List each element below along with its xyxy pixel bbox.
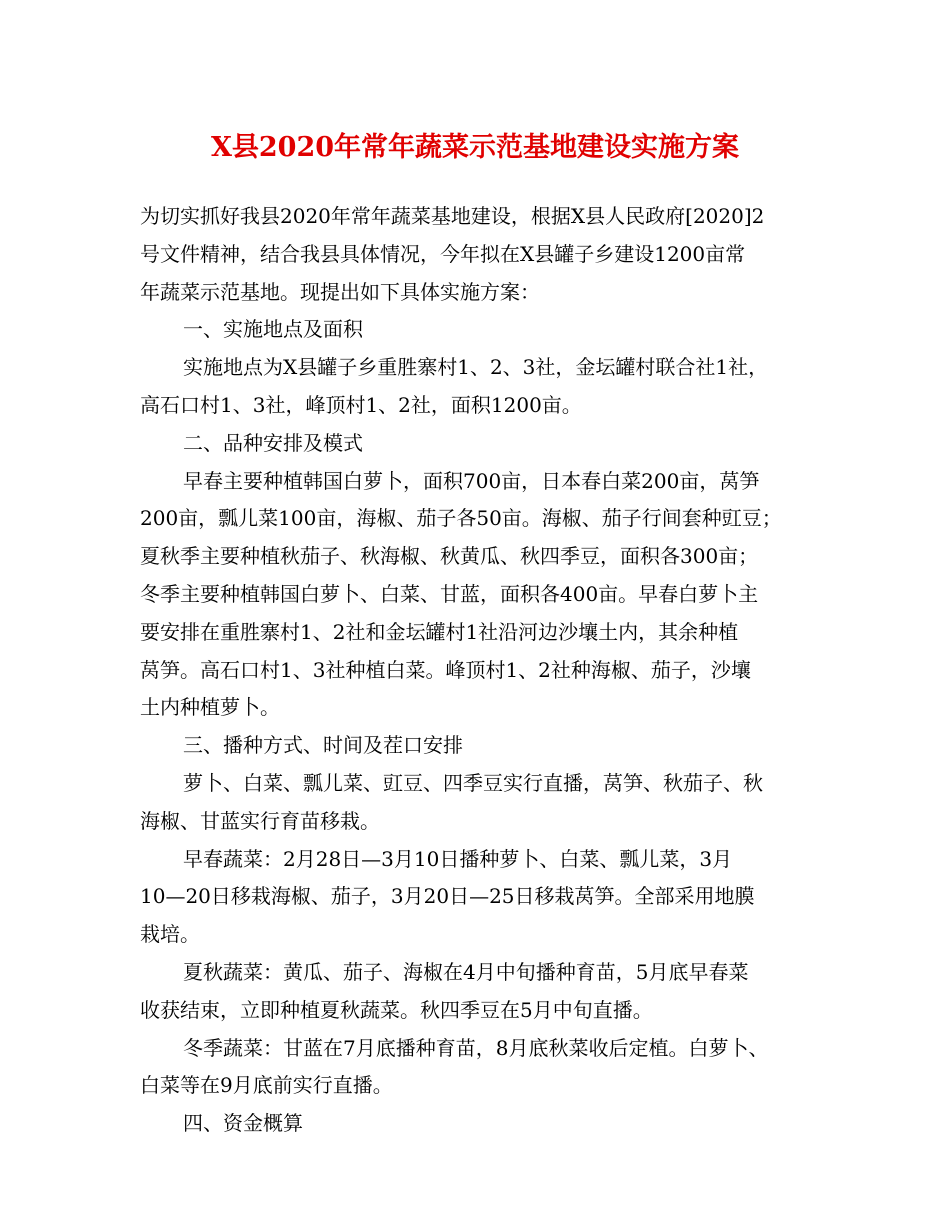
text-line: 要安排在重胜寨村1、2社和金坛罐村1社沿河边沙壤土内，其余种植 (140, 619, 739, 644)
text-line: 早春主要种植韩国白萝卜，面积700亩，日本春白菜200亩，莴笋 (183, 468, 760, 493)
text-line: 一、实施地点及面积 (183, 317, 363, 342)
text-line: 四、资金概算 (183, 1111, 303, 1136)
document-title: X县2020年常年蔬菜示范基地建设实施方案 (210, 132, 740, 163)
text-line: 莴笋。高石口村1、3社种植白菜。峰顶村1、2社种海椒、茄子，沙壤 (140, 657, 751, 682)
text-line: 号文件精神，结合我县具体情况，今年拟在X县罐子乡建设1200亩常 (140, 241, 746, 266)
text-line: 10—20日移栽海椒、茄子，3月20日—25日移栽莴笋。全部采用地膜 (140, 884, 755, 909)
text-line: 海椒、甘蓝实行育苗移栽。 (140, 808, 380, 833)
text-line: 实施地点为X县罐子乡重胜寨村1、2、3社，金坛罐村联合社1社， (183, 355, 769, 380)
text-line: 土内种植萝卜。 (140, 695, 280, 720)
text-line: 年蔬菜示范基地。现提出如下具体实施方案： (140, 279, 540, 304)
text-line: 夏秋蔬菜：黄瓜、茄子、海椒在4月中旬播种育苗，5月底早春菜 (183, 959, 749, 984)
text-line: 冬季蔬菜：甘蓝在7月底播种育苗，8月底秋菜收后定植。白萝卜、 (183, 1035, 769, 1060)
text-line: 栽培。 (140, 922, 200, 947)
text-line: 200亩，瓢儿菜100亩，海椒、茄子各50亩。海椒、茄子行间套种豇豆； (140, 506, 782, 531)
text-line: 萝卜、白菜、瓢儿菜、豇豆、四季豆实行直播，莴笋、秋茄子、秋 (183, 770, 763, 795)
text-line: 收获结束，立即种植夏秋蔬菜。秋四季豆在5月中旬直播。 (140, 997, 653, 1022)
text-line: 三、播种方式、时间及茬口安排 (183, 733, 463, 758)
text-line: 二、品种安排及模式 (183, 430, 363, 455)
text-line: 冬季主要种植韩国白萝卜、白菜、甘蓝，面积各400亩。早春白萝卜主 (140, 581, 759, 606)
text-line: 夏秋季主要种植秋茄子、秋海椒、秋黄瓜、秋四季豆，面积各300亩； (140, 544, 759, 569)
text-line: 高石口村1、3社，峰顶村1、2社，面积1200亩。 (140, 392, 582, 417)
text-line: 为切实抓好我县2020年常年蔬菜基地建设，根据X县人民政府[2020]2 (140, 204, 765, 228)
document-body (140, 198, 830, 1143)
text-line: 早春蔬菜：2月28日—3月10日播种萝卜、白菜、瓢儿菜，3月 (183, 846, 733, 871)
text-line: 白菜等在9月底前实行直播。 (140, 1073, 393, 1098)
